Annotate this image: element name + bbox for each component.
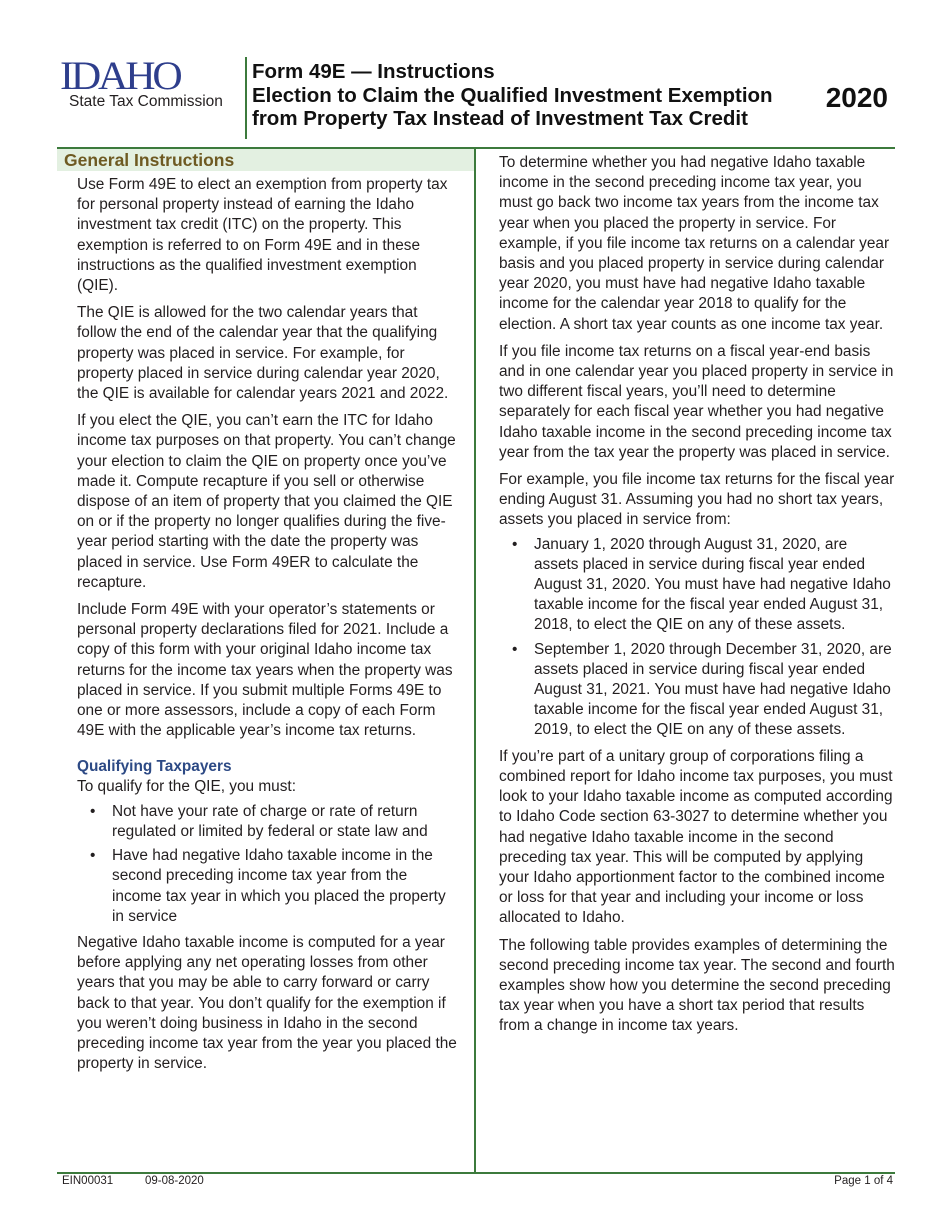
paragraph: Use Form 49E to elect an exemption from property tax for personal property instead of earning the Idaho investment tax credit (ITC) on the property. This exemption is referred to on Form 49E and in these instructions as the qualified investment exemption (QIE). — [77, 176, 448, 295]
footer-revision-date: 09-08-2020 — [145, 1175, 204, 1187]
list-item — [90, 802, 457, 842]
list-item-text: January 1, 2020 through August 31, 2020, are assets placed in service during fiscal year ended August 31, 2020. You must have had negative Idaho taxable income for the fiscal year ended August 31, 2018, to elect the QIE on any of these assets. — [534, 535, 891, 634]
subhead-qualifying-taxpayers: Qualifying Taxpayers — [77, 758, 232, 776]
list-item-text: Not have your rate of charge or rate of return regulated or limited by federal or state law and — [112, 802, 428, 840]
paragraph: For example, you file income tax returns for the fiscal year ending August 31. Assuming you had no short tax years, assets you placed in service from: — [499, 471, 895, 529]
form-year: 2020 — [825, 82, 888, 113]
column-divider — [474, 147, 476, 1173]
paragraph: Negative Idaho taxable income is computed for a year before applying any net operating losses from other years that you may be able to carry forward or carry back to that year. You don’t qualify for the exemption if you weren’t doing business in Idaho in the second preceding income tax year from the year you placed the property in service. — [77, 933, 457, 1073]
paragraph: To determine whether you had negative Idaho taxable income in the second preceding income tax year, you must go back two income tax years from the income tax year when you placed the property in service. For example, if you file income tax returns on a calendar year basis and you placed property in service during calendar year 2020, you must have had negative Idaho taxable income for the calendar year 2018 to qualify for the election. A short tax year counts as one income tax year. — [499, 154, 890, 333]
bullet-icon: • — [512, 640, 518, 658]
logo-subtitle: State Tax Commission — [69, 93, 223, 110]
left-column — [77, 175, 457, 1081]
bullet-icon: • — [90, 847, 96, 865]
form-title — [252, 60, 773, 131]
bottom-rule — [57, 1172, 895, 1174]
list-item — [512, 535, 895, 636]
list-item — [512, 640, 895, 741]
right-column — [499, 153, 895, 1044]
paragraph: If you file income tax returns on a fiscal year-end basis and in one calendar year you placed property in service in two different fiscal years, you’ll need to determine separately for each fiscal year whether you had negative Idaho taxable income in the second preceding income tax year from the tax year the property was placed in service. — [499, 342, 894, 461]
paragraph: To qualify for the QIE, you must: — [77, 778, 296, 796]
list-item-text: September 1, 2020 through December 31, 2020, are assets placed in service during fiscal year ended August 31, 2021. You must have had negative Idaho taxable income for the fiscal year ended August 31, 2019, to elect the QIE on any of these assets. — [534, 640, 892, 739]
bullet-icon: • — [512, 535, 518, 553]
paragraph: Include Form 49E with your operator’s statements or personal property declarations filed for 2021. Include a copy of this form with your original Idaho income tax returns for the income tax years when the property was placed in service. If you submit multiple Forms 49E to one or more assessors, include a copy of each Form 49E with the applicable year’s income tax returns. — [77, 601, 453, 740]
form-title-line1: Form 49E — Instructions — [252, 60, 495, 83]
qualify-list — [77, 802, 457, 927]
bullet-icon: • — [90, 802, 96, 820]
form-title-line3: from Property Tax Instead of Investment Tax Credit — [252, 107, 748, 130]
list-item — [90, 846, 457, 927]
idaho-logo — [60, 53, 240, 111]
paragraph: The following table provides examples of determining the second preceding income tax year. The second and fourth examples show how you determine the second preceding tax year when you have a short tax period that results from a change in income tax years. — [499, 936, 895, 1035]
fiscal-example-list — [499, 535, 895, 741]
paragraph: If you’re part of a unitary group of corporations filing a combined report for Idaho income tax purposes, you must look to your Idaho taxable income as computed according to Idaho Code section 63-3027 to determine whether you had negative Idaho taxable income in the second preceding tax year. This will be computed by applying your Idaho apportionment factor to the combined income or loss for that year and including your income or loss allocated to Idaho. — [499, 747, 893, 927]
paragraph: The QIE is allowed for the two calendar years that follow the end of the calendar year that the qualifying property was placed in service. For example, for property placed in service during calendar year 2020, the QIE is available for calendar years 2021 and 2022. — [77, 304, 449, 403]
footer-page-number: Page 1 of 4 — [834, 1175, 893, 1187]
logo-wordmark: IDAHO — [60, 53, 180, 98]
header-divider — [245, 57, 247, 139]
section-title-general-instructions: General Instructions — [57, 149, 474, 171]
list-item-text: Have had negative Idaho taxable income in the second preceding income tax year from the income tax year in which you placed the property in service — [112, 847, 446, 925]
paragraph: If you elect the QIE, you can’t earn the ITC for Idaho income tax purposes on that property. You can’t change your election to claim the QIE on property once you’ve made it. Compute recapture if you sell or otherwise dispose of an item of property that you claimed the QIE on or if the property no longer qualifies during the five-year period starting with the date the property was placed in service. Use Form 49ER to calculate the recapture. — [77, 412, 456, 591]
form-title-line2: Election to Claim the Qualified Investment Exemption — [252, 83, 773, 107]
footer-form-code: EIN00031 — [62, 1175, 114, 1187]
